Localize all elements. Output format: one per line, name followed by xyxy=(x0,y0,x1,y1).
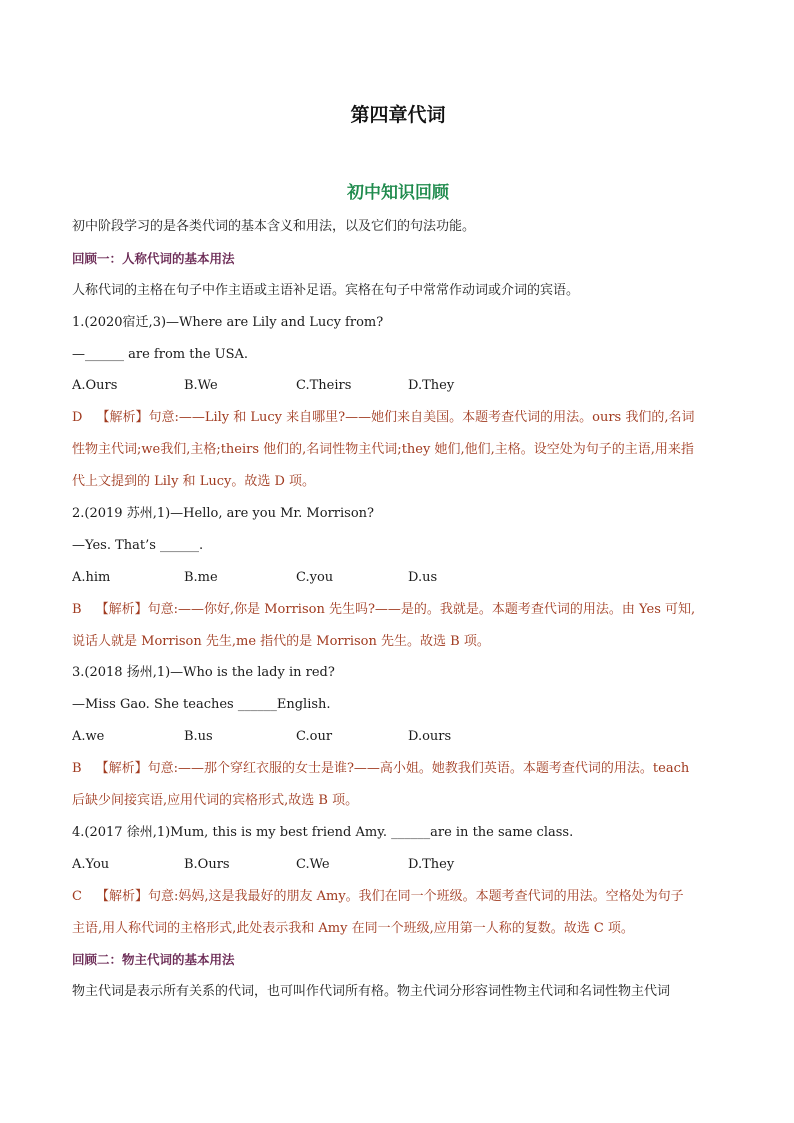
q2-tag: 【解析】 xyxy=(95,601,148,617)
q3-option-b: B.us xyxy=(184,729,213,745)
q1-answer: D xyxy=(72,410,83,426)
q1-explanation-3: 代上文提到的 Lily 和 Lucy。故选 D 项。 xyxy=(72,474,316,490)
q1-explanation-1 xyxy=(72,406,724,438)
q2-line2: —Yes. That’s ______. xyxy=(72,537,204,553)
q1-stem: 1.(2020宿迁,3)—Where are Lily and Lucy from? xyxy=(72,314,384,330)
q4-answer: C xyxy=(72,888,82,904)
q3-stem: 3.(2018 扬州,1)—Who is the lady in red? xyxy=(72,665,335,681)
q2-option-d: D.us xyxy=(408,569,438,585)
intro-text: 初中阶段学习的是各类代词的基本含义和用法，以及它们的句法功能。 xyxy=(72,219,476,234)
q3-option-a: A.we xyxy=(72,729,105,745)
q3-explanation-2: 后缺少间接宾语,应用代词的宾格形式,故选 B 项。 xyxy=(72,793,359,809)
section-subtitle: 初中知识回顾 xyxy=(347,183,449,203)
document-body xyxy=(72,215,724,1012)
q1-option-d: D.They xyxy=(408,378,455,394)
q1-exp1: 句意:——Lily 和 Lucy 来自哪里?——她们来自美国。本题考查代词的用法。ours 我们的,名词 xyxy=(148,410,695,426)
section1-heading: 回顾一：人称代词的基本用法 xyxy=(72,250,235,266)
q1-line2: —______ are from the USA. xyxy=(72,346,249,362)
q4-option-b: B.Ours xyxy=(184,856,230,872)
q1-tag: 【解析】 xyxy=(96,410,149,426)
q2-answer: B xyxy=(72,601,82,617)
q3-options xyxy=(72,725,724,757)
q2-option-a: A.him xyxy=(72,569,111,585)
q4-explanation-1 xyxy=(72,885,724,917)
q3-option-d: D.ours xyxy=(408,729,452,745)
q4-option-c: C.We xyxy=(296,856,330,872)
q4-tag: 【解析】 xyxy=(95,888,148,904)
q1-options xyxy=(72,374,724,406)
q4-stem: 4.(2017 徐州,1)Mum, this is my best friend Amy. ______are in the same class. xyxy=(72,824,574,840)
section2-desc: 物主代词是表示所有关系的代词，也可叫作代词所有格。物主代词分形容词性物主代词和名词性物主代词 xyxy=(72,984,671,1000)
q4-options xyxy=(72,853,724,885)
q1-option-a: A.Ours xyxy=(72,378,118,394)
q3-tag: 【解析】 xyxy=(95,761,148,777)
q2-explanation-2: 说话人就是 Morrison 先生,me 指代的是 Morrison 先生。故选 B 项。 xyxy=(72,633,490,649)
q4-exp1: 句意:妈妈,这是我最好的朋友 Amy。我们在同一个班级。本题考查代词的用法。空格处为句子 xyxy=(147,888,684,904)
q4-option-a: A.You xyxy=(72,856,110,872)
q3-answer: B xyxy=(72,761,82,777)
q4-explanation-2: 主语,用人称代词的主格形式,此处表示我和 Amy 在同一个班级,应用第一人称的复数。故选 C 项。 xyxy=(72,920,634,936)
chapter-title: 第四章代词 xyxy=(350,104,446,126)
q3-explanation-1 xyxy=(72,757,724,789)
q3-exp1: 句意:——那个穿红衣服的女士是谁?——高小姐。她教我们英语。本题考查代词的用法。teach xyxy=(147,761,690,777)
q2-option-b: B.me xyxy=(184,569,218,585)
q3-line2: —Miss Gao. She teaches ______English. xyxy=(72,697,331,713)
q2-options xyxy=(72,566,724,598)
q2-explanation-1 xyxy=(72,598,724,630)
q1-explanation-2: 性物主代词;we我们,主格;theirs 他们的,名词性物主代词;they 她们,他们,主格。设空处为句子的主语,用来指 xyxy=(72,442,694,458)
q2-option-c: C.you xyxy=(296,569,334,585)
q1-option-b: B.We xyxy=(184,378,218,394)
q4-option-d: D.They xyxy=(408,856,455,872)
q1-option-c: C.Theirs xyxy=(296,378,352,394)
section1-desc: 人称代词的主格在句子中作主语或主语补足语。宾格在句子中常常作动词或介词的宾语。 xyxy=(72,282,580,298)
q2-exp1: 句意:——你好,你是 Morrison 先生吗?——是的。我就是。本题考查代词的用法。由 Yes 可知, xyxy=(147,601,696,617)
q3-option-c: C.our xyxy=(296,729,333,745)
section2-heading: 回顾二：物主代词的基本用法 xyxy=(72,952,235,968)
q2-stem: 2.(2019 苏州,1)—Hello, are you Mr. Morrison? xyxy=(72,506,374,522)
